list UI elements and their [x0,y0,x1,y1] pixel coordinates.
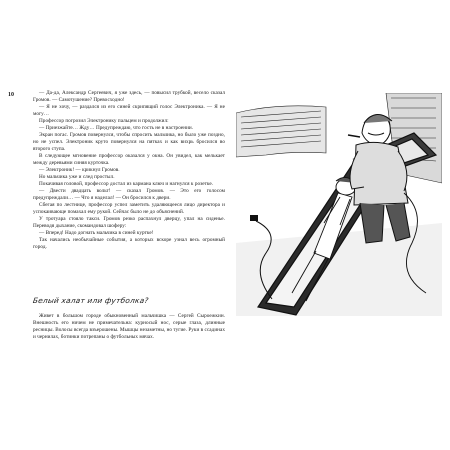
paragraph: — Вперед! Надо догнать мальчика в синей куртке! [39,230,154,236]
paragraph: — Да-да, Александр Сергеевич, я уже здесь, — повысил трубкой, весело сказал Громов. — Самотушение? Превосходно! [33,90,225,103]
paragraph: — Электроник! — крикнул Громов. [39,167,120,173]
paragraph: Так начались необычайные события, а которых вскоре узнал весь огромный город. [33,237,225,250]
page-number: 10 [8,92,14,98]
paragraph: Живет в большом городе обыкновенный мальчишка — Сергей Сыроежкин. Внешность его ничем не примечательна: курносый нос, серые глаза, длинные ресницы. Волосы всегда взъерошены. Мышцы незаметны, но тугие. Руки в ссадинах и чернилах, ботинки потрепаны о футбольных мячах. [33,313,225,340]
paragraph: — Двести двадцать вольт! — сказал Громов. — Это его голосом предупреждали… — Что я наделал! — Он бросился к двери. [33,188,225,201]
text-column [33,90,225,251]
section-heading: Белый халат или футболка? [32,296,150,305]
paragraph: В следующее мгновение профессор оказался у окна. Он увидел, как мелькает между деревьями синяя курточка. [33,153,225,166]
paragraph: — Приезжайте… Жду… Предупреждаю, что гость не в настроении. [39,125,194,131]
illustration [236,93,442,316]
paragraph: Сбегая по лестнице, профессор успел заметить удаляющееся лицо директора и успокаивающе помахал ему рукой. Сейчас было не до объяснений. [33,202,225,215]
paragraph: Покачивая головой, профессор достал из кармана ключ и нагнулся к розетке. [39,181,214,187]
paragraph: Экран погас. Громов повернулся, чтобы спросить мальчика, но было уже поздно, но не успел. Электроник круто повернулся на пятках и как вихрь бросился во второго ступа. [33,132,225,152]
paragraph: У тротуара стояло такси. Громов резко распахнул дверцу, упал на сиденье. Переводя дыхание, скомандовал шоферу: [33,216,225,229]
paragraph: Профессор погрозил Электронику пальцем и продолжил: [39,118,169,124]
paragraph: Но мальчика уже и след простыл. [39,174,115,180]
paragraph: — Я не хочу, — раздался из его синей скрипящий голос Электроника. — Я не могу… [33,104,225,117]
text-column-after-heading [33,313,225,341]
